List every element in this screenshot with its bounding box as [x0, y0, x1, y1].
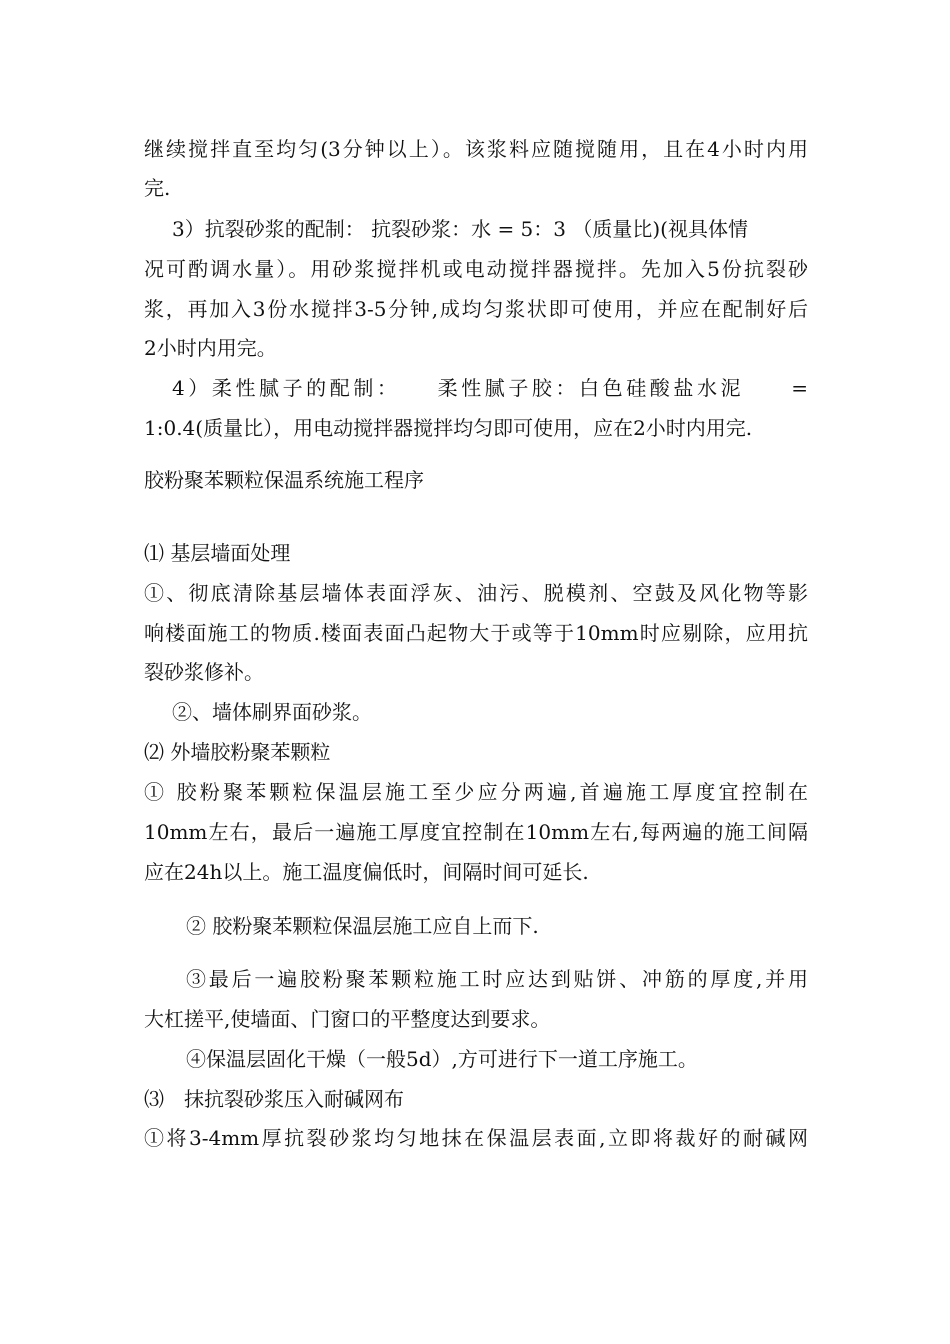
- text-line-12: 响楼面施工的物质.楼面表面凸起物大于或等于10mm时应剔除，应用抗: [144, 621, 808, 645]
- text-line-18: 应在24h以上。施工温度偏低时，间隔时间可延长.: [144, 860, 589, 884]
- subsection-1-heading: ⑴ 基层墙面处理: [144, 541, 291, 565]
- text-line-7: 4）柔性腻子的配制： 柔性腻子胶：白色硅酸盐水泥 =: [172, 376, 808, 400]
- subsection-2-heading: ⑵ 外墙胶粉聚苯颗粒: [144, 740, 331, 764]
- text-line-5: 浆，再加入3份水搅拌3-5分钟,成均匀浆状即可使用，并应在配制好后: [144, 297, 808, 321]
- text-line-24: ①将3-4mm厚抗裂砂浆均匀地抹在保温层表面,立即将裁好的耐碱网: [144, 1126, 808, 1150]
- text-line-6: 2小时内用完。: [144, 336, 277, 360]
- text-line-4: 况可酌调水量）。用砂浆搅拌机或电动搅拌器搅拌。先加入5份抗裂砂: [144, 257, 808, 281]
- text-line-16: ① 胶粉聚苯颗粒保温层施工至少应分两遍,首遍施工厚度宜控制在: [144, 780, 808, 804]
- text-line-20: ③最后一遍胶粉聚苯颗粒施工时应达到贴饼、冲筋的厚度,并用: [186, 967, 808, 991]
- text-line-8: 1:0.4(质量比），用电动搅拌器搅拌均匀即可使用，应在2小时内用完.: [144, 416, 753, 440]
- subsection-3-heading: ⑶ 抹抗裂砂浆压入耐碱网布: [144, 1087, 404, 1111]
- text-line-11: ①、彻底清除基层墙体表面浮灰、油污、脱模剂、空鼓及风化物等影: [144, 581, 808, 605]
- text-line-21: 大杠搓平,使墙面、门窗口的平整度达到要求。: [144, 1007, 551, 1031]
- text-line-2: 完.: [144, 176, 171, 200]
- text-line-14: ②、墙体刷界面砂浆。: [172, 700, 372, 724]
- text-line-19: ② 胶粉聚苯颗粒保温层施工应自上而下.: [186, 914, 539, 938]
- text-line-1: 继续搅拌直至均匀(3分钟以上）。该浆料应随搅随用，且在4小时内用: [144, 137, 808, 161]
- text-line-17: 10mm左右，最后一遍施工厚度宜控制在10mm左右,每两遍的施工间隔: [144, 820, 808, 844]
- text-line-22: ④保温层固化干燥（一般5d）,方可进行下一道工序施工。: [186, 1047, 698, 1071]
- text-line-13: 裂砂浆修补。: [144, 660, 264, 684]
- text-line-3: 3）抗裂砂浆的配制： 抗裂砂浆：水 = 5：3 （质量比)(视具体情: [172, 217, 748, 241]
- section-heading: 胶粉聚苯颗粒保温系统施工程序: [144, 468, 424, 492]
